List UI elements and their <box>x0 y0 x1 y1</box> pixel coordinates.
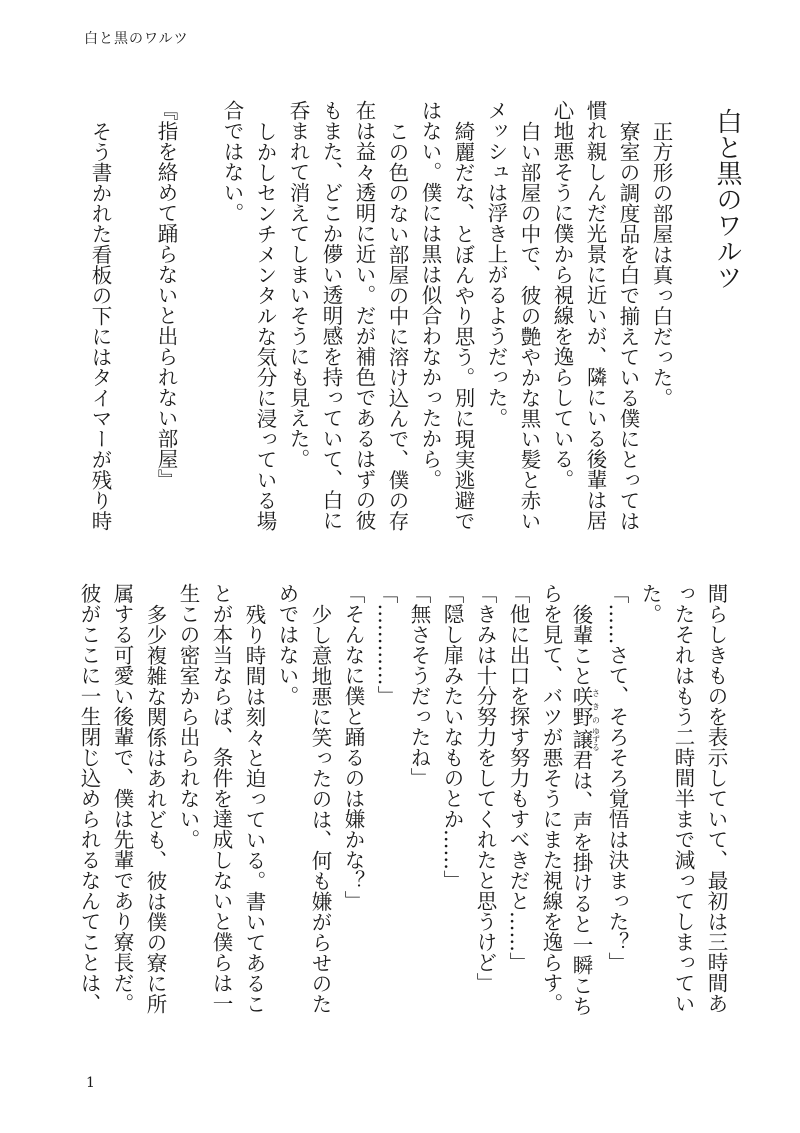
ruby-reading: ゆずる <box>591 726 601 751</box>
text-column: 「隠し扉みたいなものとか……」 <box>440 583 464 891</box>
text-column: 心地悪そうに僕から視線を逸らしている。 <box>550 100 574 490</box>
text-column: 多少複雑な関係はあれども、彼は僕の寮に所 <box>143 603 167 1014</box>
text-column: 綺麗だな、とぼんやり思う。別に現実逃避で <box>451 120 475 531</box>
text-column: もまた、どこか儚い透明感を持っていて、白に <box>319 100 343 531</box>
text-column: 残り時間は刻々と迫っている。書いてあるこ <box>242 603 266 1014</box>
text-column: ったそれはもう二時間半まで減ってしまってい <box>671 583 695 1014</box>
text-segment: 君は、声を掛けると一瞬こち <box>569 748 593 1016</box>
text-column: 彼がここに一生閉じ込められるなんてことは、 <box>77 583 101 1014</box>
text-column: 合ではない。 <box>220 100 244 223</box>
text-column: 「きみは十分努力をしてくれたと思うけど」 <box>473 583 497 993</box>
upper-text-block <box>83 100 677 534</box>
text-column: 寮室の調度品を白で揃えている僕にとっては <box>616 120 640 531</box>
text-column: 「…………」 <box>374 583 398 706</box>
chapter-title: 白と黒のワルツ <box>712 108 742 290</box>
text-column: 少し意地悪に笑ったのは、何も嫌がらせのた <box>308 603 332 1014</box>
text-column: とが本当ならば、条件を達成しないと僕らは一 <box>209 583 233 1014</box>
text-column: 正方形の部屋は真っ白だった。 <box>649 120 673 408</box>
text-column: 白い部屋の中で、彼の艶やかな黒い髪と赤い <box>517 120 541 531</box>
text-column: 「……さて、そろそろ覚悟は決まった？」 <box>605 583 629 973</box>
text-column: 在は益々透明に近い。だが補色であるはずの彼 <box>352 100 376 531</box>
text-column: しかしセンチメンタルな気分に浸っている場 <box>253 120 277 531</box>
text-column: 属する可愛い後輩で、僕は先輩であり寮長だ。 <box>110 583 134 1014</box>
text-column: そう書かれた看板の下にはタイマーが残り時 <box>88 120 112 531</box>
text-column: 「無さそうだったね」 <box>407 583 431 788</box>
lower-text-block <box>72 583 732 1017</box>
ruby-reading: さきの <box>591 685 601 727</box>
ruby-base: 譲 <box>569 726 593 751</box>
blank-line <box>116 100 149 534</box>
text-segment: 後輩こと <box>569 603 593 686</box>
text-column: めではない。 <box>275 583 299 706</box>
blank-line <box>182 100 215 534</box>
text-column: らを見て、バツが悪そうにまた視線を逸らす。 <box>539 583 563 1014</box>
ruby-annotation <box>569 685 601 727</box>
text-column: 「他に出口を探す努力もすべきだと……」 <box>506 583 530 973</box>
ruby-base: 咲野 <box>569 685 593 727</box>
text-column: 『指を絡めて踊らないと出られない部屋』 <box>154 100 178 490</box>
text-column: 「そんなに僕と踊るのは嫌かな？」 <box>341 583 365 911</box>
text-column-with-ruby <box>567 583 600 1017</box>
text-column: 間らしきものを表示していて、最初は三時間あ <box>704 583 728 1014</box>
ruby-annotation <box>569 726 601 751</box>
text-column: 生この密室から出られない。 <box>176 583 200 850</box>
text-column: た。 <box>638 583 662 624</box>
text-column: 呑まれて消えてしまいそうにも見えた。 <box>286 100 310 469</box>
text-column: 慣れ親しんだ光景に近いが、隣にいる後輩は居 <box>583 100 607 531</box>
text-column: メッシュは浮き上がるようだった。 <box>484 100 508 428</box>
running-header: 白と黒のワルツ <box>84 31 189 47</box>
text-column: この色のない部屋の中に溶け込んで、僕の存 <box>385 120 409 531</box>
text-column: はない。僕には黒は似合わなかったから。 <box>418 100 442 490</box>
page-number: 1 <box>86 1075 95 1091</box>
